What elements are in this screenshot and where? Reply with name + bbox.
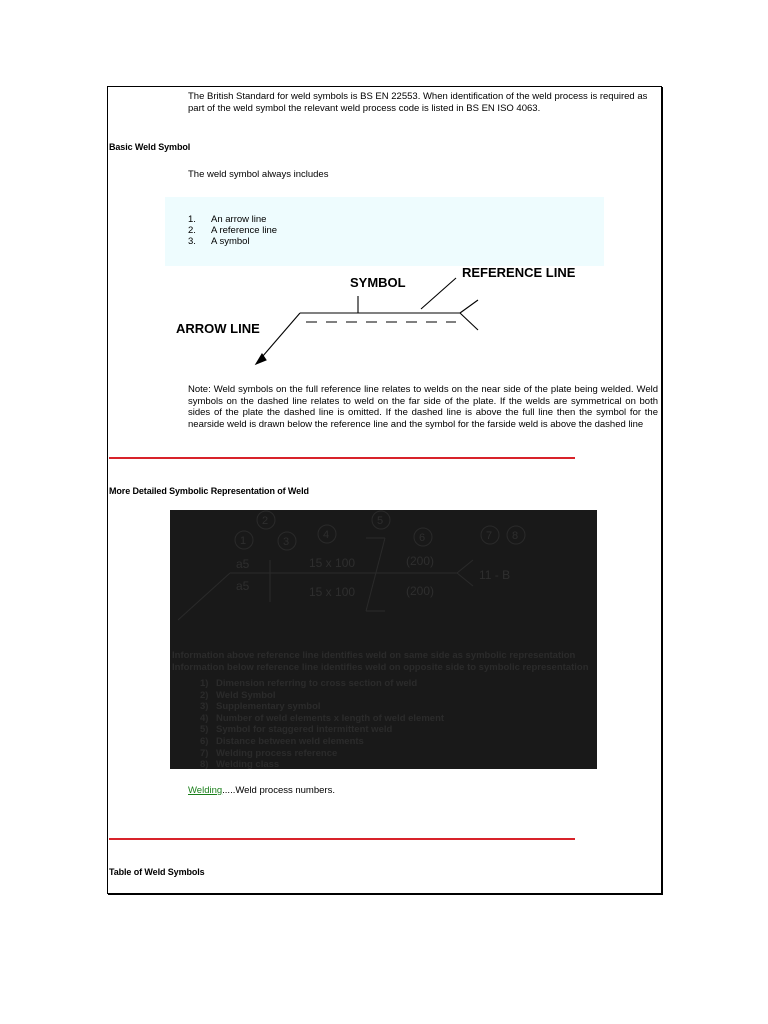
list-item: 6) Distance between weld elements — [200, 735, 364, 747]
list-item: 3) Supplementary symbol — [200, 701, 321, 713]
upper-length-text: 15 x 100 — [309, 556, 356, 570]
list-item: 1) Dimension referring to cross section of weld — [200, 678, 418, 689]
welding-link[interactable]: Welding — [188, 785, 223, 796]
list-item: 1. An arrow line — [188, 214, 267, 225]
list-item: 3. A symbol — [188, 236, 250, 247]
svg-text:4: 4 — [323, 529, 330, 541]
detailed-weld-diagram — [170, 510, 597, 769]
arrow-line-label: ARROW LINE — [176, 321, 260, 336]
weld-process-line — [188, 785, 335, 797]
reference-leader — [421, 278, 456, 309]
list-item: 4) Number of weld elements x length of weld element — [200, 712, 445, 724]
detailed-legend-list — [200, 678, 444, 769]
basic-lead-text: The weld symbol always includes — [188, 169, 329, 180]
basic-weld-diagram — [160, 258, 610, 378]
reference-line-label: REFERENCE LINE — [462, 265, 576, 280]
detailed-diagram-drawing — [170, 510, 597, 650]
info-below-text: Information below reference line identifies weld on opposite side to symbolic representation — [172, 662, 589, 673]
detailed-heading: More Detailed Symbolic Representation of Weld — [109, 486, 309, 496]
basic-weld-symbol-heading: Basic Weld Symbol — [109, 142, 191, 152]
upper-size-text: a5 — [236, 557, 250, 571]
note-paragraph: Note: Weld symbols on the full reference line relates to welds on the near side of the plate being welded. Weld symbols on the dashed line relates to weld on the far side of the plate. If the welds are symmetrical on both sides of the plate the dashed line is omitted. If the dashed line is above the full line then the symbol for the nearside weld is drawn below the reference line and the symbol for the farside weld is above the dashed line — [188, 384, 658, 430]
svg-text:6: 6 — [419, 532, 426, 544]
svg-text:3: 3 — [283, 536, 290, 548]
lower-pitch-text: (200) — [406, 584, 435, 598]
symbol-label: SYMBOL — [350, 275, 406, 290]
tail-lower — [460, 313, 478, 330]
info-above-text: Information above reference line identifies weld on same side as symbolic representation — [172, 650, 576, 661]
list-item: 7) Welding process reference — [200, 747, 338, 759]
list-item: 2. A reference line — [188, 225, 278, 236]
weld-process-suffix: .....Weld process numbers. — [222, 785, 335, 796]
svg-text:7: 7 — [486, 530, 493, 542]
svg-text:5: 5 — [377, 515, 384, 527]
intro-paragraph: The British Standard for weld symbols is BS EN 22553. When identification of the weld process is required as part of the weld symbol the relevant weld process code is listed in BS EN ISO 4063. — [188, 91, 648, 114]
section-divider — [109, 457, 575, 459]
upper-pitch-text: (200) — [406, 554, 435, 568]
lower-size-text: a5 — [236, 579, 250, 593]
svg-text:8: 8 — [512, 530, 519, 542]
lower-length-text: 15 x 100 — [309, 585, 356, 599]
components-list — [188, 214, 277, 247]
arrow-head — [256, 354, 266, 364]
tail-text: 11 - B — [479, 568, 511, 582]
tail-upper — [460, 300, 478, 313]
svg-text:1: 1 — [240, 535, 247, 547]
list-item: 2) Weld Symbol — [200, 689, 276, 701]
table-heading: Table of Weld Symbols — [109, 867, 205, 877]
svg-text:2: 2 — [262, 515, 269, 527]
section-divider — [109, 838, 575, 840]
list-item: 5) Symbol for staggered intermittent weld — [200, 724, 393, 736]
list-item: 8) Welding class — [200, 759, 280, 769]
